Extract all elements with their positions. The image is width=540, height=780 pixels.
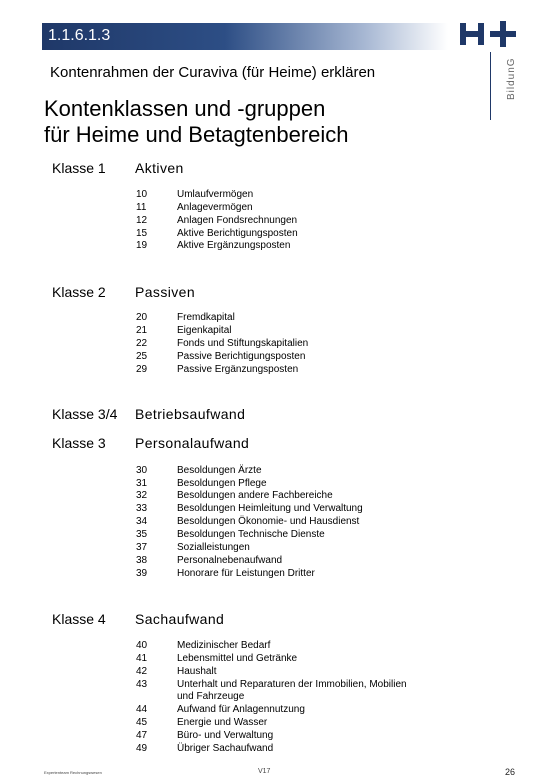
class-name: Passiven (135, 284, 196, 300)
page-title-line1: Kontenklassen und -gruppen (44, 96, 326, 121)
hplus-logo (460, 21, 518, 47)
class-label: Klasse 3 (52, 435, 106, 451)
class-name: Aktiven (135, 160, 184, 176)
page-title-line2: für Heime und Betagtenbereich (44, 122, 349, 147)
footer-version: V17 (258, 768, 271, 775)
logo-side-text: BildunG (506, 57, 517, 100)
class-name: Sachaufwand (135, 611, 225, 627)
class-label: Klasse 3/4 (52, 406, 118, 422)
section-number: 1.1.6.1.3 (48, 27, 111, 44)
class-label: Klasse 4 (52, 611, 106, 627)
class-label: Klasse 1 (52, 160, 106, 176)
page-title (44, 96, 349, 148)
class-label: Klasse 2 (52, 284, 106, 300)
class-name: Betriebsaufwand (135, 406, 246, 422)
header-divider (490, 52, 491, 120)
page-number: 26 (505, 767, 516, 777)
page-subtitle: Kontenrahmen der Curaviva (für Heime) erklären (50, 64, 376, 81)
class-name: Personalaufwand (135, 435, 250, 451)
footer-author: Expertenteam Rechnungswesen (44, 770, 102, 775)
